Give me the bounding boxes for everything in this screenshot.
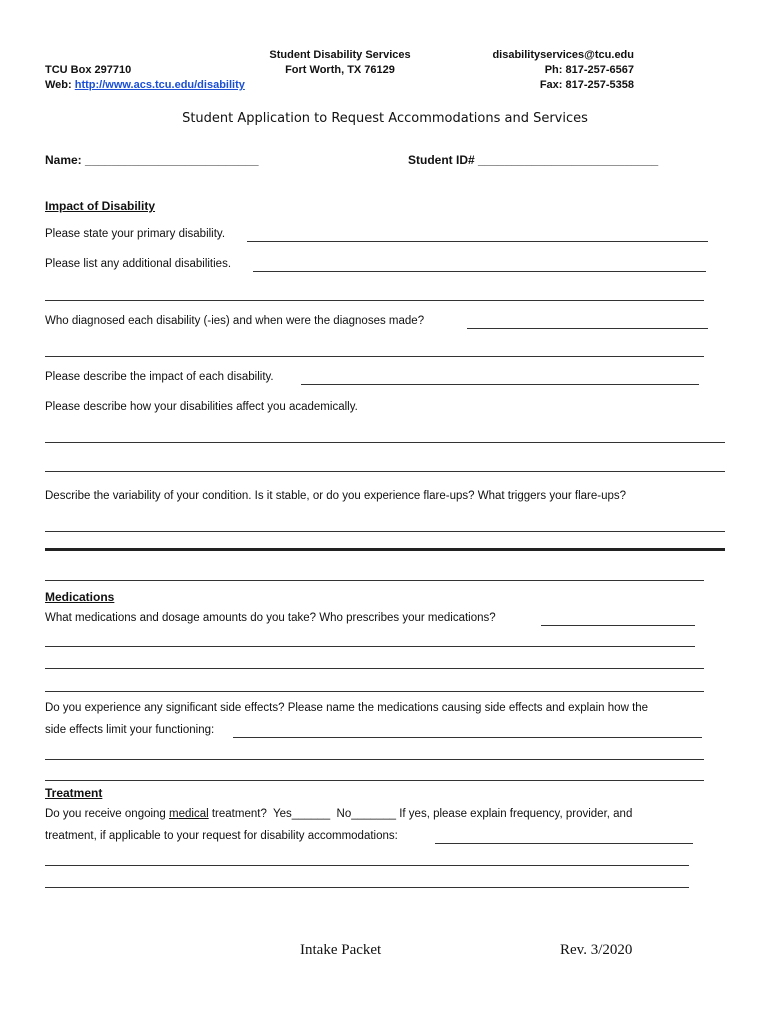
website-link[interactable]: http://www.acs.tcu.edu/disability <box>74 79 245 91</box>
contact-email: disabilityservices@tcu.edu <box>492 49 634 61</box>
medications-question: What medications and dosage amounts do you take? Who prescribes your medications? <box>45 612 496 624</box>
office-city: Fort Worth, TX 76129 <box>285 64 395 76</box>
variability-line-2[interactable] <box>45 580 704 581</box>
primary-disability-line[interactable] <box>247 241 708 242</box>
header-center <box>240 48 440 78</box>
header-right <box>492 48 634 93</box>
treatment-question-2: treatment, if applicable to your request for disability accommodations: <box>45 830 398 842</box>
side-effects-line[interactable] <box>233 737 702 738</box>
medications-line-2[interactable] <box>45 646 695 647</box>
contact-fax: Fax: 817-257-5358 <box>539 79 634 91</box>
side-effects-line-3[interactable] <box>45 780 704 781</box>
treatment-line-2[interactable] <box>45 865 689 866</box>
primary-disability-question: Please state your primary disability. <box>45 228 226 240</box>
office-name: Student Disability Services <box>269 49 411 61</box>
treatment-line[interactable] <box>435 843 693 844</box>
box-number: TCU Box 297710 <box>45 64 132 76</box>
diagnosed-question: Who diagnosed each disability (-ies) and when were the diagnoses made? <box>45 315 425 327</box>
contact-phone: Ph: 817-257-6567 <box>544 64 634 76</box>
medications-heading: Medications <box>45 590 115 604</box>
additional-disabilities-line[interactable] <box>253 271 706 272</box>
diagnosed-line-2[interactable] <box>45 356 704 357</box>
web-label: Web: <box>45 79 72 91</box>
diagnosed-line[interactable] <box>467 328 708 329</box>
treatment-line-3[interactable] <box>45 887 689 888</box>
medications-line-3[interactable] <box>45 668 704 669</box>
variability-line-1[interactable] <box>45 531 725 532</box>
student-id-field[interactable]: Student ID# ___________________________ <box>408 153 659 167</box>
treatment-heading: Treatment <box>45 786 103 800</box>
section-divider <box>45 548 725 551</box>
academic-impact-question: Please describe how your disabilities affect you academically. <box>45 401 358 413</box>
variability-question: Describe the variability of your condition. Is it stable, or do you experience flare-ups? What triggers your flare-ups? <box>45 490 627 502</box>
medications-line[interactable] <box>541 625 695 626</box>
side-effects-line-2[interactable] <box>45 759 704 760</box>
treatment-question-start: Do you receive ongoing <box>45 808 170 820</box>
side-effects-question: Do you experience any significant side effects? Please name the medications causing side effects and explain how the <box>45 702 649 714</box>
additional-disabilities-question: Please list any additional disabilities. <box>45 258 232 270</box>
impact-heading: Impact of Disability <box>45 199 156 213</box>
describe-impact-question: Please describe the impact of each disability. <box>45 371 274 383</box>
academic-impact-line-2[interactable] <box>45 471 725 472</box>
side-effects-question-2: side effects limit your functioning: <box>45 724 215 736</box>
web-line <box>45 78 245 93</box>
footer-packet: Intake Packet <box>300 942 382 958</box>
academic-impact-line-1[interactable] <box>45 442 725 443</box>
treatment-question <box>45 808 632 820</box>
treatment-question-end: treatment? Yes______ No_______ If yes, please explain frequency, provider, and <box>208 808 633 820</box>
footer-revision: Rev. 3/2020 <box>560 942 633 958</box>
page-title: Student Application to Request Accommodations and Services <box>182 111 588 126</box>
describe-impact-line[interactable] <box>301 384 699 385</box>
name-field[interactable]: Name: __________________________ <box>45 153 259 167</box>
header-left <box>45 63 245 93</box>
treatment-medical-word: medical <box>169 808 209 820</box>
additional-disabilities-line-2[interactable] <box>45 300 704 301</box>
medications-line-4[interactable] <box>45 691 704 692</box>
